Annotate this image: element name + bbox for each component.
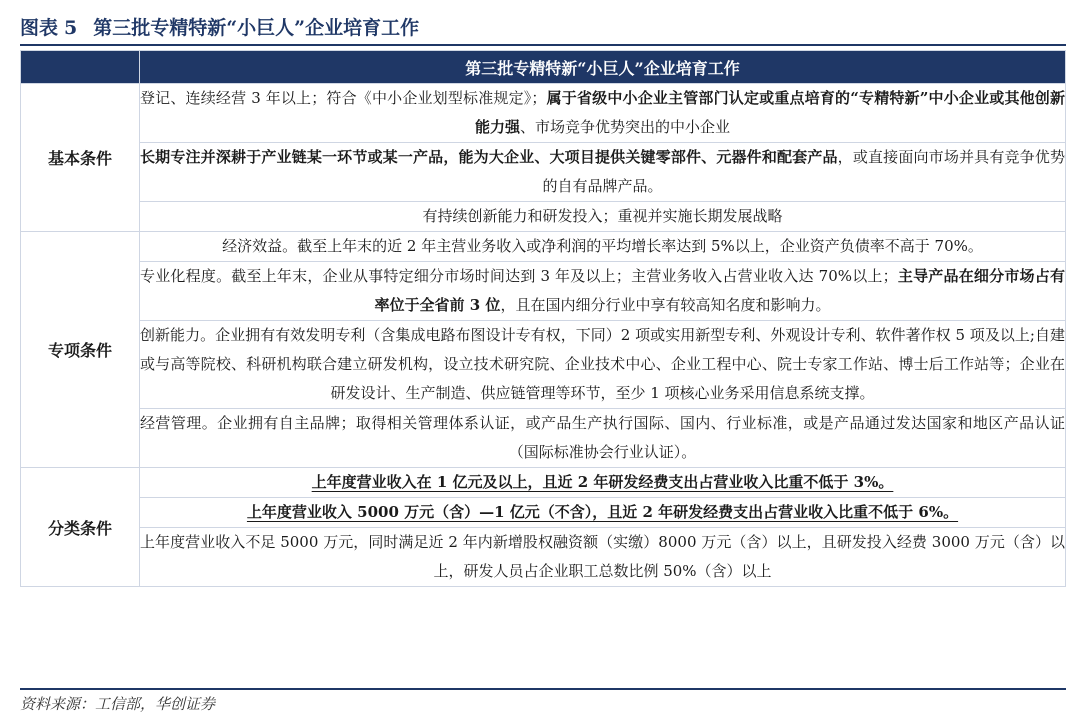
table-row <box>21 262 1066 321</box>
condition-cell <box>140 528 1066 587</box>
bottom-rule <box>20 688 1066 690</box>
condition-text: 上年度营业收入不足 5000 万元，同时满足近 2 年内新增股权融资额（实缴）8000 万元（含）以上，且研发投入经费 3000 万元（含）以上，研发人员占企业职工总数比例 50%（含）以上 <box>140 533 1065 580</box>
condition-text: 经营管理。企业拥有自主品牌；取得相关管理体系认证，或产品生产执行国际、国内、行业标准，或是产品通过发达国家和地区产品认证（国际标准协会行业认证）。 <box>140 414 1065 461</box>
tier-condition <box>140 468 1066 498</box>
condition-emphasis: 长期专注并深耕于产业链某一环节或某一产品，能为大企业、大项目提供关键零部件、元器件和配套产品 <box>140 148 838 166</box>
figure-number: 5 <box>64 17 78 39</box>
condition-cell <box>140 321 1066 409</box>
condition-cell <box>140 409 1066 468</box>
table-row <box>21 143 1066 202</box>
condition-text: 经济效益。截至上年末的近 2 年主营业务收入或净利润的平均增长率达到 5%以上，企业资产负债率不高于 70%。 <box>222 237 983 255</box>
source-note: 资料来源：工信部，华创证券 <box>20 695 216 713</box>
top-rule <box>20 44 1066 46</box>
figure-title <box>20 14 419 42</box>
condition-cell <box>140 262 1066 321</box>
category-basic-conditions: 基本条件 <box>21 84 140 232</box>
condition-text: ，或直接面向市场并具有竞争优势的自有品牌产品。 <box>542 148 1065 195</box>
conditions-table <box>20 50 1066 587</box>
table-header: 第三批专精特新“小巨人”企业培育工作 <box>140 51 1066 84</box>
table-row <box>21 468 1066 498</box>
category-special-conditions: 专项条件 <box>21 232 140 468</box>
figure-label: 图表 <box>20 17 59 39</box>
condition-emphasis: 属于省级中小企业主管部门认定或重点培育的“专精特新”中小企业或其他创新能力强 <box>474 89 1065 136</box>
condition-text: 专业化程度。截至上年末，企业从事特定细分市场时间达到 3 年及以上；主营业务收入占营业收入达 70%以上； <box>140 267 898 285</box>
table-row <box>21 321 1066 409</box>
condition-text: 、市场竞争优势突出的中小企业 <box>520 118 731 136</box>
condition-text: ，且在国内细分行业中享有较高知名度和影响力。 <box>500 296 831 314</box>
condition-emphasis: 主导产品在细分市场占有率位于全省前 3 位 <box>374 267 1065 314</box>
figure-title-text: 第三批专精特新“小巨人”企业培育工作 <box>93 17 420 39</box>
table-row <box>21 409 1066 468</box>
table-row <box>21 202 1066 232</box>
table-row <box>21 498 1066 528</box>
condition-cell <box>140 202 1066 232</box>
table-row <box>21 84 1066 143</box>
table-row <box>21 232 1066 262</box>
header-blank-cell <box>21 51 140 84</box>
condition-text: 创新能力。企业拥有有效发明专利（含集成电路布图设计专有权，下同）2 项或实用新型专利、外观设计专利、软件著作权 5 项及以上;自建或与高等院校、科研机构联合建立研发机构，设立技术研究院、企业技术中心、企业工程中心、院士专家工作站、博士后工作站等；企业在研发设计、生产制造、供应链管理等环节，至少 1 项核心业务采用信息系统支撑。 <box>140 326 1065 402</box>
condition-cell <box>140 84 1066 143</box>
condition-cell <box>140 143 1066 202</box>
tier-condition-text: 上年度营业收入 5000 万元（含）—1 亿元（不含），且近 2 年研发经费支出占营业收入比重不低于 6%。 <box>246 503 959 521</box>
condition-text: 登记、连续经营 3 年以上；符合《中小企业划型标准规定》； <box>140 89 547 107</box>
table-row <box>21 528 1066 587</box>
condition-text: 有持续创新能力和研发投入；重视并实施长期发展战略 <box>422 207 783 225</box>
category-classification-conditions: 分类条件 <box>21 468 140 587</box>
table-header-row <box>21 51 1066 84</box>
tier-condition-text: 上年度营业收入在 1 亿元及以上，且近 2 年研发经费支出占营业收入比重不低于 3%。 <box>311 473 894 491</box>
tier-condition <box>140 498 1066 528</box>
condition-cell <box>140 232 1066 262</box>
